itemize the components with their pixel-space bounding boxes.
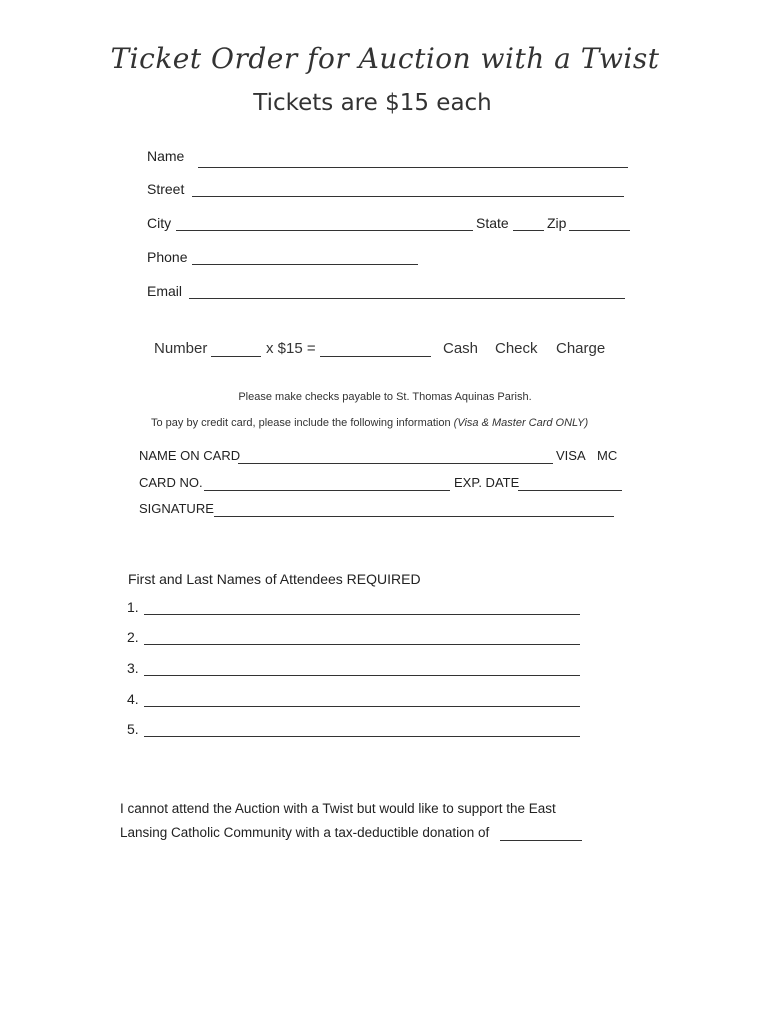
attendee-number-3: 3.: [127, 660, 139, 676]
visa-option[interactable]: VISA: [556, 448, 586, 463]
number-label: Number: [154, 340, 208, 357]
price-label: x $15 =: [266, 340, 316, 357]
card-no-field-line[interactable]: [204, 490, 450, 491]
accepted-cards-note: (Visa & Master Card ONLY): [453, 417, 589, 429]
attendee-line-1[interactable]: [144, 614, 580, 615]
email-field-line[interactable]: [189, 298, 625, 299]
attendee-number-2: 2.: [127, 629, 139, 645]
credit-card-note: [151, 417, 588, 429]
donation-amount-line[interactable]: [500, 840, 582, 841]
attendee-line-3[interactable]: [144, 675, 580, 676]
attendee-number-5: 5.: [127, 721, 139, 737]
signature-label: SIGNATURE: [139, 501, 214, 516]
name-on-card-field-line[interactable]: [238, 463, 553, 464]
number-field-line[interactable]: [211, 356, 261, 357]
payment-option-check[interactable]: Check: [495, 340, 538, 357]
phone-field-line[interactable]: [192, 264, 418, 265]
attendee-number-1: 1.: [127, 599, 139, 615]
attendee-line-5[interactable]: [144, 736, 580, 737]
street-field-line[interactable]: [192, 196, 624, 197]
credit-card-note-text: To pay by credit card, please include the following information: [151, 417, 454, 429]
donation-text-line-1: I cannot attend the Auction with a Twist but would like to support the East: [120, 801, 556, 816]
attendee-number-4: 4.: [127, 691, 139, 707]
payment-option-cash[interactable]: Cash: [443, 340, 479, 357]
signature-field-line[interactable]: [214, 516, 614, 517]
attendee-line-4[interactable]: [144, 706, 580, 707]
payment-option-charge[interactable]: Charge: [556, 340, 606, 357]
state-field-line[interactable]: [513, 230, 544, 231]
form-title: Ticket Order for Auction with a Twist: [110, 42, 660, 75]
total-field-line[interactable]: [320, 356, 431, 357]
zip-field-line[interactable]: [569, 230, 630, 231]
exp-date-label: EXP. DATE: [454, 475, 520, 490]
mc-option[interactable]: MC: [597, 448, 618, 463]
donation-text-line-2: Lansing Catholic Community with a tax-deductible donation of: [120, 825, 490, 840]
name-field-line[interactable]: [198, 167, 628, 168]
checks-note: Please make checks payable to St. Thomas Aquinas Parish.: [238, 391, 532, 403]
city-field-line[interactable]: [176, 230, 473, 231]
exp-date-field-line[interactable]: [518, 490, 622, 491]
city-label: City: [147, 215, 172, 231]
zip-label: Zip: [547, 215, 567, 231]
card-no-label: CARD NO.: [139, 475, 203, 490]
price-subtitle: Tickets are $15 each: [253, 90, 492, 116]
name-on-card-label: NAME ON CARD: [139, 448, 241, 463]
street-label: Street: [147, 181, 185, 197]
state-label: State: [476, 215, 509, 231]
phone-label: Phone: [147, 249, 188, 265]
attendees-heading: First and Last Names of Attendees REQUIRED: [128, 571, 421, 587]
attendee-line-2[interactable]: [144, 644, 580, 645]
name-label: Name: [147, 148, 185, 164]
email-label: Email: [147, 283, 183, 299]
